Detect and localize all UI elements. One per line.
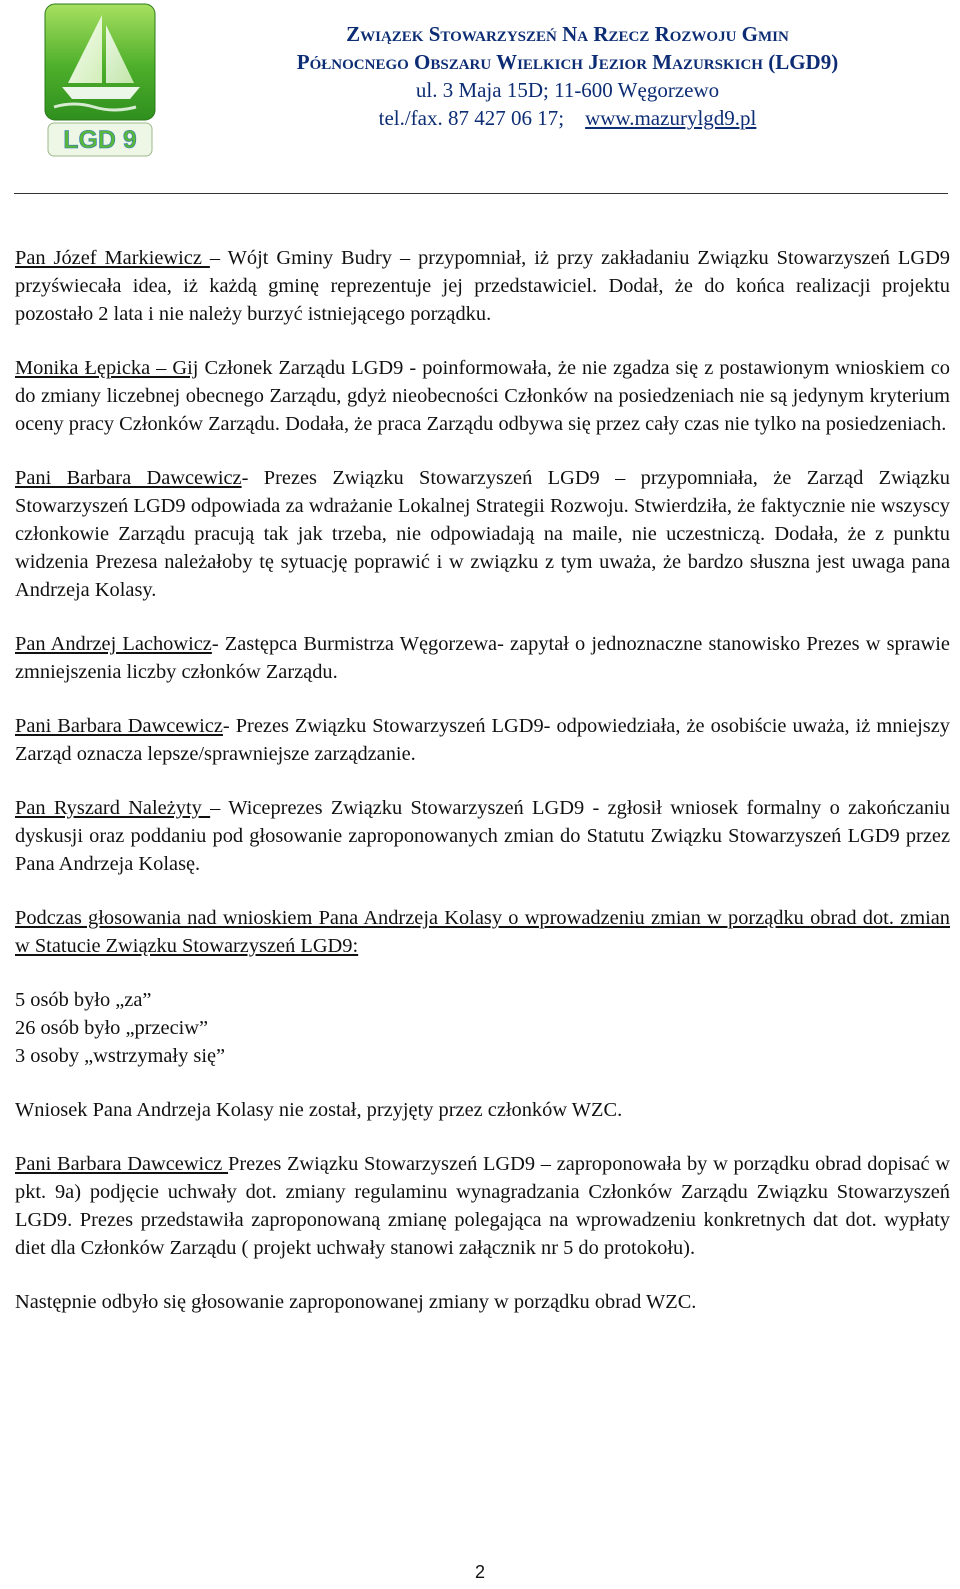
logo-text: LGD 9 — [63, 126, 137, 154]
paragraph-lepicka-gij — [15, 354, 950, 438]
paragraph-text: - Prezes Związku Stowarzyszeń LGD9- odpowiedziała, że osobiście uważa, iż mniejszy Zarząd oznacza lepsze/sprawniejsze zarządzanie. — [15, 715, 950, 765]
paragraph-text: - Prezes Związku Stowarzyszeń LGD9 – przypomniała, że Zarząd Związku Stowarzyszeń LGD9 odpowiada za wdrażanie Lokalnej Strategii Rozwoju. Stwierdziła, że faktycznie nie wszyscy członkowie Zarządu pracują tak jak trzeba, nie odpowiadają na maile, nie uczestniczą. Dodała, że z punktu widzenia Prezesa należałoby tę sytuację poprawić i w związku z tym uważa, że bardzo słuszna jest uwaga pana Andrzeja Kolasy. — [15, 467, 950, 601]
org-website-link[interactable]: www.mazurylgd9.pl — [585, 106, 757, 130]
org-name-line1: Związek Stowarzyszeń Na Rzecz Rozwoju Gmin — [346, 22, 789, 46]
speaker-name: Pan Andrzej Lachowicz — [15, 633, 212, 655]
paragraph-motion-result: Wniosek Pana Andrzeja Kolasy nie został, przyjęty przez członków WZC. — [15, 1099, 623, 1121]
speaker-name: Pan Józef Markiewicz — [15, 247, 210, 269]
header-divider — [14, 193, 948, 194]
paragraph-text: Członek Zarządu LGD9 - poinformowała, że nie zgadza się z postawionym wnioskiem co do zmiany liczebnej obecnego Zarządu, gdyż nieobecności Członków na posiedzeniach nie są jedynym kryterium oceny pracy Członków Zarządu. Dodała, że praca Zarządu odbywa się przez cały czas nie tylko na posiedzeniach. — [15, 357, 950, 435]
vote-for: 5 osób było „za” — [15, 989, 152, 1011]
speaker-name: Pani Barbara Dawcewicz — [15, 715, 223, 737]
letterhead — [175, 20, 960, 132]
org-contact — [175, 104, 960, 132]
speaker-name: Pani Barbara Dawcewicz — [15, 1153, 229, 1175]
paragraph-final-vote: Następnie odbyło się głosowanie zaproponowanej zmiany w porządku obrad WZC. — [15, 1291, 697, 1313]
lgd9-logo — [44, 3, 156, 158]
org-name-line2: Północnego Obszaru Wielkich Jezior Mazurskich (LGD9) — [296, 50, 839, 74]
vote-abstain: 3 osoby „wstrzymały się” — [15, 1045, 226, 1067]
paragraph-text: Prezes Związku Stowarzyszeń LGD9 – zaproponowała by w porządku obrad dopisać w pkt. 9a) podjęcie uchwały dot. zmiany regulaminu wynagradzania Członków Zarządu Związku Stowarzyszeń LGD9. Prezes przedstawiła zaproponowaną zmianę polegająca na wprowadzeniu konkretnych dat dot. wypłaty diet dla Członków Zarządu ( projekt uchwały stanowi załącznik nr 5 do protokołu). — [15, 1153, 950, 1259]
vote-results — [15, 986, 950, 1070]
paragraph-voting-heading: Podczas głosowania nad wnioskiem Pana Andrzeja Kolasy o wprowadzeniu zmian w porządku obrad dot. zmian w Statucie Związku Stowarzyszeń LGD9: — [15, 907, 950, 957]
paragraph-nalezyty — [15, 794, 950, 878]
speaker-name: Monika Łępicka – Gij — [15, 357, 199, 379]
sailboat-logo-icon — [44, 3, 156, 158]
org-phone: tel./fax. 87 427 06 17; — [378, 106, 565, 130]
document-body — [15, 244, 950, 1316]
paragraph-text: – Wójt Gminy Budry – przypomniał, iż przy zakładaniu Związku Stowarzyszeń LGD9 przyświecała idea, iż każdą gminę reprezentuje jej przedstawiciel. Dodał, że do końca realizacji projektu pozostało 2 lata i nie należy burzyć istniejącego porządku. — [15, 247, 950, 325]
speaker-name: Pani Barbara Dawcewicz — [15, 467, 242, 489]
page-number: 2 — [474, 1562, 485, 1582]
org-address: ul. 3 Maja 15D; 11-600 Węgorzewo — [415, 78, 720, 102]
paragraph-dawcewicz-1 — [15, 464, 950, 604]
speaker-name: Pan Ryszard Należyty — [15, 797, 211, 819]
paragraph-lachowicz — [15, 630, 950, 686]
paragraph-markiewicz — [15, 244, 950, 328]
paragraph-dawcewicz-2 — [15, 712, 950, 768]
vote-against: 26 osób było „przeciw” — [15, 1017, 209, 1039]
paragraph-text: – Wiceprezes Związku Stowarzyszeń LGD9 - zgłosił wniosek formalny o zakończaniu dyskusji oraz poddaniu pod głosowanie zaproponowanych zmian do Statutu Związku Stowarzyszeń LGD9 przez Pana Andrzeja Kolasę. — [15, 797, 950, 875]
paragraph-dawcewicz-3 — [15, 1150, 950, 1262]
paragraph-text: - Zastępca Burmistrza Węgorzewa- zapytał o jednoznaczne stanowisko Prezes w sprawie zmniejszenia liczby członków Zarządu. — [15, 633, 950, 683]
